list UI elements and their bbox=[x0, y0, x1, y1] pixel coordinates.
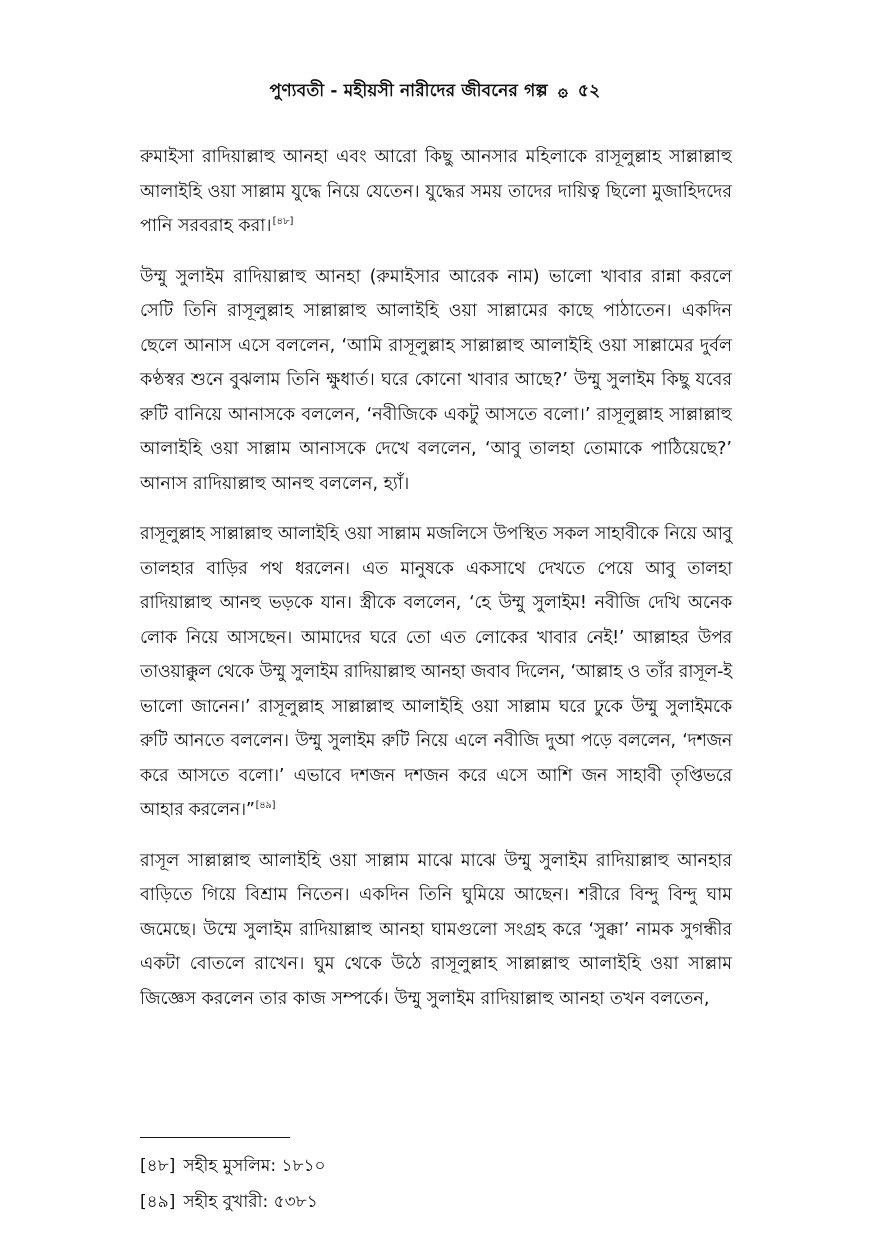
footnote-text: সহীহ মুসলিম: ১৮১০ bbox=[183, 1156, 326, 1176]
paragraph-1 bbox=[140, 140, 732, 244]
running-header bbox=[0, 78, 870, 106]
footnote-number: [৪৮] bbox=[140, 1156, 176, 1176]
footnote-ref-49[interactable]: [৪৯] bbox=[255, 800, 276, 812]
paragraph-text: রাসূল সাল্লাল্লাহু আলাইহি ওয়া সাল্লাম মাঝে মাঝে উম্মু সুলাইম রাদিয়াল্লাহু আনহার বাড়িতে গিয়ে বিশ্রাম নিতেন। একদিন তিনি ঘুমিয়ে আছেন। শরীরে বিন্দু বিন্দু ঘাম জমেছে। উম্মে সুলাইম রাদিয়াল্লাহু আনহা ঘামগুলো সংগ্রহ করে ‘সুক্কা’ নামক সুগন্ধীর একটা বোতলে রাখেন। ঘুম থেকে উঠে রাসূলুল্লাহ সাল্লাল্লাহু আলাইহি ওয়া সাল্লাম জিজ্ঞেস করলেন তার কাজ সম্পর্কে। উম্মু সুলাইম রাদিয়াল্লাহু আনহা তখন বলতেন, bbox=[140, 850, 732, 1009]
paragraph-4 bbox=[140, 844, 732, 1017]
footnote-ref-48[interactable]: [৪৮] bbox=[272, 216, 294, 228]
paragraph-2 bbox=[140, 260, 732, 502]
footnote-49 bbox=[140, 1186, 732, 1218]
body-text bbox=[140, 140, 732, 1032]
paragraph-text: রুমাইসা রাদিয়াল্লাহু আনহা এবং আরো কিছু আনসার মহিলাকে রাসূলুল্লাহ সাল্লাল্লাহু আলাইহি ওয়া সাল্লাম যুদ্ধে নিয়ে যেতেন। যুদ্ধের সময় তাদের দায়িত্ব ছিলো মুজাহিদদের পানি সরবরাহ করা। bbox=[140, 147, 732, 236]
footnotes bbox=[140, 1150, 732, 1222]
book-title: পুণ্যবতী - মহীয়সী নারীদের জীবনের গল্প bbox=[269, 81, 548, 101]
footnote-48 bbox=[140, 1150, 732, 1182]
footnote-number: [৪৯] bbox=[140, 1192, 176, 1212]
paragraph-text: রাসূলুল্লাহ সাল্লাল্লাহু আলাইহি ওয়া সাল্লাম মজলিসে উপস্থিত সকল সাহাবীকে নিয়ে আবু তালহার বাড়ির পথ ধরলেন। এত মানুষকে একসাথে দেখতে পেয়ে আবু তালহা রাদিয়াল্লাহু আনহু ভড়কে যান। স্ত্রীকে বললেন, ‘হে উম্মু সুলাইম! নবীজি দেখি অনেক লোক নিয়ে আসছেন। আমাদের ঘরে তো এত লোকের খাবার নেই!’ আল্লাহর উপর তাওয়াক্কুল থেকে উম্মু সুলাইম রাদিয়াল্লাহু আনহা জবাব দিলেন, ‘আল্লাহ ও তাঁর রাসূল-ই ভালো জানেন।’ রাসূলুল্লাহ সাল্লাল্লাহু আলাইহি ওয়া সাল্লাম ঘরে ঢুকে উম্মু সুলাইমকে রুটি আনতে বললেন। উম্মু সুলাইম রুটি নিয়ে এলে নবীজি দুআ পড়ে বললেন, ‘দশজন করে আসতে বলো।’ এভাবে দশজন দশজন করে এসে আশি জন সাহাবী তৃপ্তিভরে আহার করলেন।” bbox=[140, 524, 732, 820]
paragraph-text: উম্মু সুলাইম রাদিয়াল্লাহু আনহা (রুমাইসার আরেক নাম) ভালো খাবার রান্না করলে সেটি তিনি রাসূলুল্লাহ সাল্লাল্লাহু আলাইহি ওয়া সাল্লামের কাছে পাঠাতেন। একদিন ছেলে আনাস এসে বললেন, ‘আমি রাসূলুল্লাহ সাল্লাল্লাহু আলাইহি ওয়া সাল্লামের দুর্বল কণ্ঠস্বর শুনে বুঝলাম তিনি ক্ষুধার্ত। ঘরে কোনো খাবার আছে?’ উম্মু সুলাইম কিছু যবের রুটি বানিয়ে আনাসকে বললেন, ‘নবীজিকে একটু আসতে বলো।’ রাসূলুল্লাহ সাল্লাল্লাহু আলাইহি ওয়া সাল্লাম আনাসকে দেখে বললেন, ‘আবু তালহা তোমাকে পাঠিয়েছে?’ আনাস রাদিয়াল্লাহু আনহু বললেন, হ্যাঁ। bbox=[140, 266, 732, 494]
separator-ornament-icon: ۞ bbox=[557, 81, 568, 101]
footnote-divider bbox=[140, 1137, 290, 1138]
page-number: ৫২ bbox=[577, 81, 601, 101]
paragraph-3 bbox=[140, 517, 732, 828]
footnote-text: সহীহ বুখারী: ৫৩৮১ bbox=[183, 1192, 318, 1212]
